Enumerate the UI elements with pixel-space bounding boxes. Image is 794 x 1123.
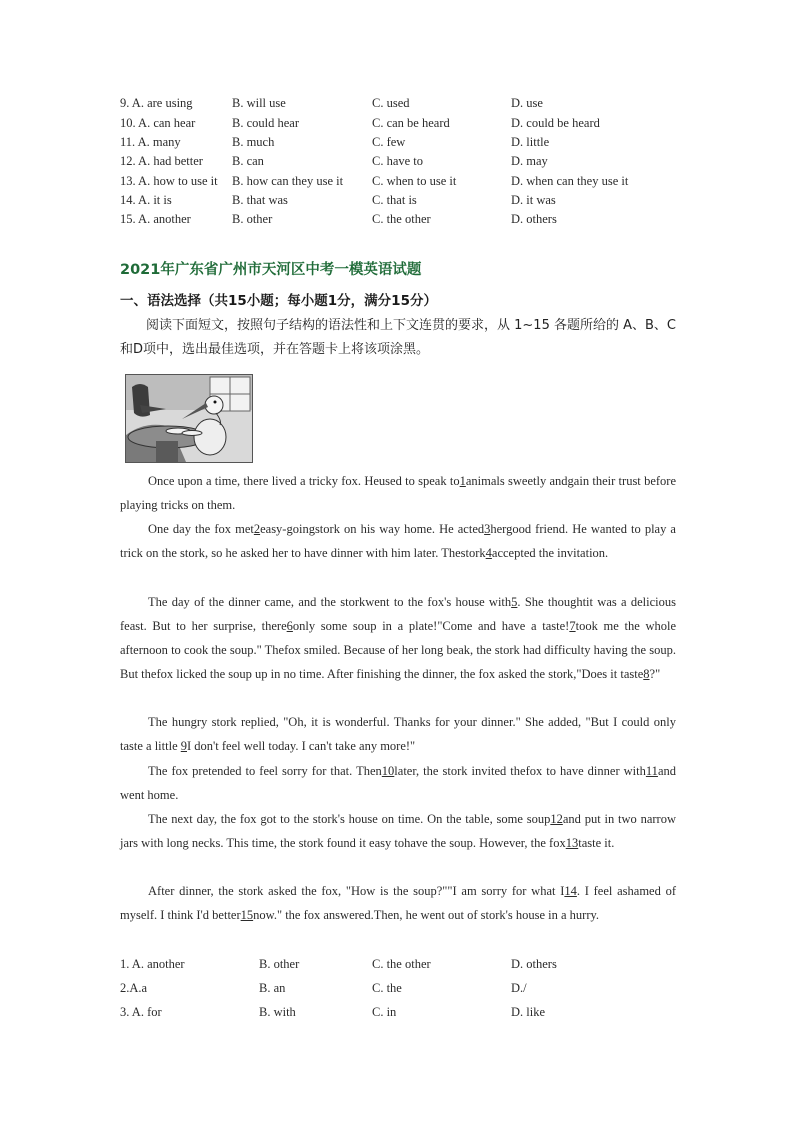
exam-title: 2021年广东省广州市天河区中考一模英语试题 — [120, 262, 422, 278]
option-c: C. can be heard — [372, 116, 450, 130]
option-b: B. how can they use it — [232, 174, 344, 188]
option-b: B. will use — [232, 96, 286, 110]
option-d: D. may — [511, 154, 548, 168]
option-b: B. other — [232, 212, 273, 226]
option-d: D. could be heard — [511, 116, 600, 130]
story-paragraph-7 — [120, 879, 676, 927]
text: The next day, the fox got to the stork's house on time. On the table, some soup — [148, 812, 551, 826]
option-d: D./ — [511, 981, 527, 995]
option-row-1 — [120, 954, 680, 978]
text: The fox pretended to feel sorry for that. Then — [148, 764, 382, 778]
story-paragraph-4 — [120, 710, 676, 758]
option-a: 15. A. another — [120, 212, 191, 226]
option-c: C. the other — [372, 957, 431, 971]
section-heading: 一、语法选择（共15小题；每小题1分，满分15分） — [120, 293, 437, 309]
option-b: B. much — [232, 135, 275, 149]
text: ?" — [649, 667, 661, 681]
option-row-14 — [120, 191, 680, 210]
option-c: C. in — [372, 1005, 397, 1019]
option-d: D. when can they use it — [511, 174, 629, 188]
text: . I feel ashamed of myself. I think I'd better — [120, 884, 676, 922]
fox-stork-illustration — [125, 374, 253, 463]
option-b: B. that was — [232, 193, 288, 207]
option-c: C. few — [372, 135, 406, 149]
story-paragraph-3 — [120, 590, 676, 686]
option-a: 14. A. it is — [120, 193, 172, 207]
text: I don't feel well today. I can't take any more!" — [187, 739, 416, 753]
option-a: 12. A. had better — [120, 154, 203, 168]
option-c: C. the — [372, 981, 402, 995]
option-d: D. use — [511, 96, 543, 110]
option-a: 13. A. how to use it — [120, 174, 218, 188]
text: and went home. — [120, 764, 676, 802]
story-paragraph-1 — [120, 469, 676, 517]
text: The day of the dinner came, and the storkwent to the fox's house with — [148, 595, 512, 609]
option-d: D. others — [511, 957, 557, 971]
option-d: D. little — [511, 135, 550, 149]
option-d: D. others — [511, 212, 557, 226]
blank-4: 4 — [485, 546, 492, 560]
option-c: C. that is — [372, 193, 417, 207]
option-row-12 — [120, 152, 680, 171]
text: only some soup in a plate!"Come and have a taste! — [292, 619, 570, 633]
text: and put in two narrow jars with long necks. This time, the stork found it easy tohave the soup. However, the fox — [120, 812, 676, 850]
option-d: D. like — [511, 1005, 546, 1019]
text: The hungry stork replied, "Oh, it is wonderful. Thanks for your dinner." She added, "But I could only taste a little — [120, 715, 676, 753]
text: animals sweetly andgain their trust before playing tricks on them. — [120, 474, 676, 512]
option-row-11 — [120, 133, 680, 152]
text: took me the whole afternoon to cook the soup." Thefox smiled. Because of her long beak, the stork had difficulty having the soup. But thefox licked the soup up in no time. After finishing the dinner, the fox asked the stork,"Does it taste — [120, 619, 676, 681]
option-d: D. it was — [511, 193, 556, 207]
text: taste it. — [578, 836, 615, 850]
option-b: B. other — [259, 957, 300, 971]
blank-8: 8 — [643, 667, 650, 681]
blank-9: 9 — [180, 739, 187, 753]
blank-2: 2 — [253, 522, 261, 536]
option-row-2 — [120, 978, 680, 1002]
option-row-13 — [120, 172, 680, 191]
instructions: 阅读下面短文，按照句子结构的语法性和上下文连贯的要求，从 1~15 各题所给的 A、B、C和D项中，选出最佳选项，并在答题卡上将该项涂黑。 — [120, 318, 676, 357]
blank-14: 14 — [564, 884, 577, 898]
option-c: C. the other — [372, 212, 431, 226]
text: After dinner, the stork asked the fox, "How is the soup?""I am sorry for what I — [148, 884, 565, 898]
blank-10: 10 — [381, 764, 395, 778]
text: . She thoughtit was a delicious feast. But to her surprise, there — [120, 595, 676, 633]
option-row-9 — [120, 94, 680, 113]
option-row-15 — [120, 210, 680, 229]
blank-15: 15 — [240, 908, 254, 922]
option-b: B. an — [259, 981, 286, 995]
option-a: 9. A. are using — [120, 96, 193, 110]
text: accepted the invitation. — [491, 546, 609, 560]
story-paragraph-2 — [120, 517, 676, 565]
text: easy-goingstork on his way home. He acted — [260, 522, 485, 536]
option-c: C. used — [372, 96, 410, 110]
text: later, the stork invited thefox to have dinner with — [394, 764, 646, 778]
text: now." the fox answered.Then, he went out of stork's house in a hurry. — [253, 908, 600, 922]
blank-3: 3 — [484, 522, 491, 536]
option-b: B. with — [259, 1005, 296, 1019]
blank-7: 7 — [569, 619, 576, 633]
option-b: B. can — [232, 154, 264, 168]
blank-1: 1 — [459, 474, 466, 488]
option-a: 1. A. another — [120, 957, 185, 971]
option-a: 11. A. many — [120, 135, 181, 149]
option-a: 3. A. for — [120, 1005, 162, 1019]
text: Once upon a time, there lived a tricky fox. Heused to speak to — [148, 474, 460, 488]
blank-6: 6 — [286, 619, 293, 633]
option-a: 2.A.a — [120, 981, 148, 995]
blank-12: 12 — [550, 812, 563, 826]
story-paragraph-6 — [120, 807, 676, 855]
blank-11: 11 — [645, 764, 658, 778]
blank-13: 13 — [565, 836, 579, 850]
text: hergood friend. He wanted to play a trick on the stork, so he asked her to have dinner with him later. Thestork — [120, 522, 676, 560]
blank-5: 5 — [511, 595, 518, 609]
text: One day the fox met — [148, 522, 254, 536]
option-c: C. have to — [372, 154, 424, 168]
option-row-3 — [120, 1002, 680, 1026]
option-b: B. could hear — [232, 116, 299, 130]
option-c: C. when to use it — [372, 174, 457, 188]
option-a: 10. A. can hear — [120, 116, 196, 130]
story-paragraph-5 — [120, 759, 676, 807]
option-row-10 — [120, 114, 680, 133]
